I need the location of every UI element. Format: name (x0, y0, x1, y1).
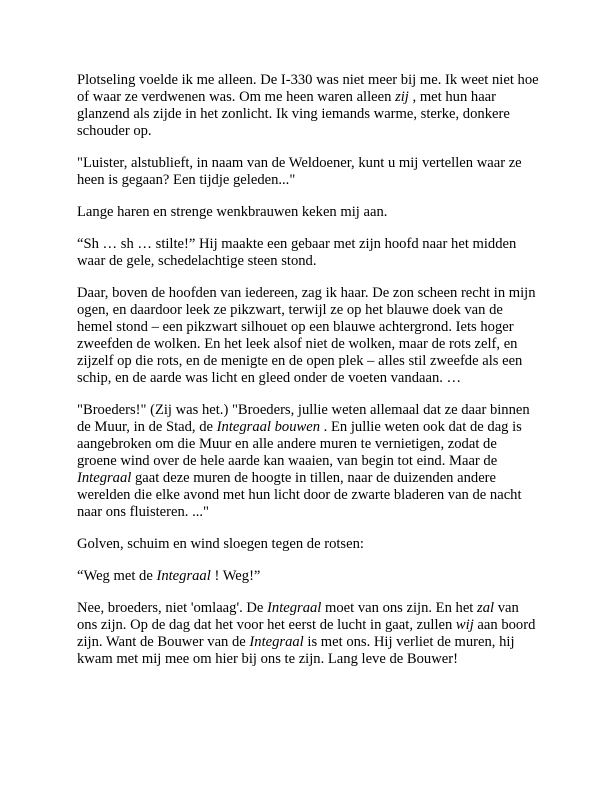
italic-run: zal (477, 600, 495, 616)
text-run: moet van ons zijn. En het (321, 600, 478, 616)
text-run: Nee, broeders, niet 'omlaag'. De (77, 600, 268, 616)
italic-run: Integraal (267, 600, 322, 616)
paragraph (77, 536, 539, 553)
text-run: Lange haren en strenge wenkbrauwen keken mij aan. (77, 204, 388, 220)
text-run: “Weg met de (77, 568, 157, 584)
italic-run: zij (395, 89, 409, 105)
text-run: gaat deze muren de hoogte in tillen, naar de duizenden andere werelden die elke avond met hun licht door de zwarte bladeren van de nacht naar ons fluisteren. ..." (77, 470, 522, 520)
text-run: Daar, boven de hoofden van iedereen, zag ik haar. De zon scheen recht in mijn ogen, en daardoor leek ze pikzwart, terwijl ze op het blauwe doek van de hemel stond – een pikzwart silhouet op een blauwe achtergrond. Iets hoger zweefden de wolken. En het leek alsof niet de wolken, maar de rots zelf, en zijzelf op die rots, en de menigte en de open plek – alles stil zweefde als een schip, en de aarde was licht en gleed onder de voeten vandaan. … (77, 285, 536, 386)
italic-run: wij (455, 617, 474, 633)
text-run: is met ons. Hij verliet de muren, hij kwam met mij mee om hier bij ons te zijn. Lang leve de Bouwer! (77, 634, 515, 667)
paragraph (77, 600, 539, 668)
paragraph (77, 72, 539, 140)
text-run: , met hun haar glanzend als zijde in het zonlicht. Ik ving iemands warme, sterke, donkere schouder op. (77, 89, 510, 139)
paragraph (77, 568, 539, 585)
italic-run: Integraal bouwen (216, 419, 321, 435)
document-page (77, 72, 539, 683)
text-run: ! Weg!” (210, 568, 261, 584)
paragraph (77, 236, 539, 270)
italic-run: Integraal (77, 470, 132, 486)
paragraph (77, 155, 539, 189)
italic-run: Integraal (156, 568, 211, 584)
text-run: van ons zijn. Op de dag dat het voor het eerst de lucht in gaat, zullen (77, 600, 519, 633)
text-run: Golven, schuim en wind sloegen tegen de rotsen: (77, 536, 364, 552)
text-run: "Broeders!" (Zij was het.) "Broeders, jullie weten allemaal dat ze daar binnen de Muur, in de Stad, de (77, 402, 530, 435)
text-run: “Sh … sh … stilte!” Hij maakte een gebaar met zijn hoofd naar het midden waar de gele, schedelachtige steen stond. (77, 236, 517, 269)
paragraph (77, 204, 539, 221)
paragraph (77, 402, 539, 521)
text-run: Plotseling voelde ik me alleen. De I-330 was niet meer bij me. Ik weet niet hoe of waar ze verdwenen was. Om me heen waren alleen (77, 72, 539, 105)
text-run: . En jullie weten ook dat de dag is aangebroken om die Muur en alle andere muren te vernietigen, zodat de groene wind over de hele aarde kan waaien, van begin tot eind. Maar de (77, 419, 522, 469)
text-run: aan boord zijn. Want de Bouwer van de (77, 617, 536, 650)
text-run: "Luister, alstublieft, in naam van de Weldoener, kunt u mij vertellen waar ze heen is gegaan? Een tijdje geleden..." (77, 155, 522, 188)
italic-run: Integraal (249, 634, 304, 650)
paragraph (77, 285, 539, 387)
